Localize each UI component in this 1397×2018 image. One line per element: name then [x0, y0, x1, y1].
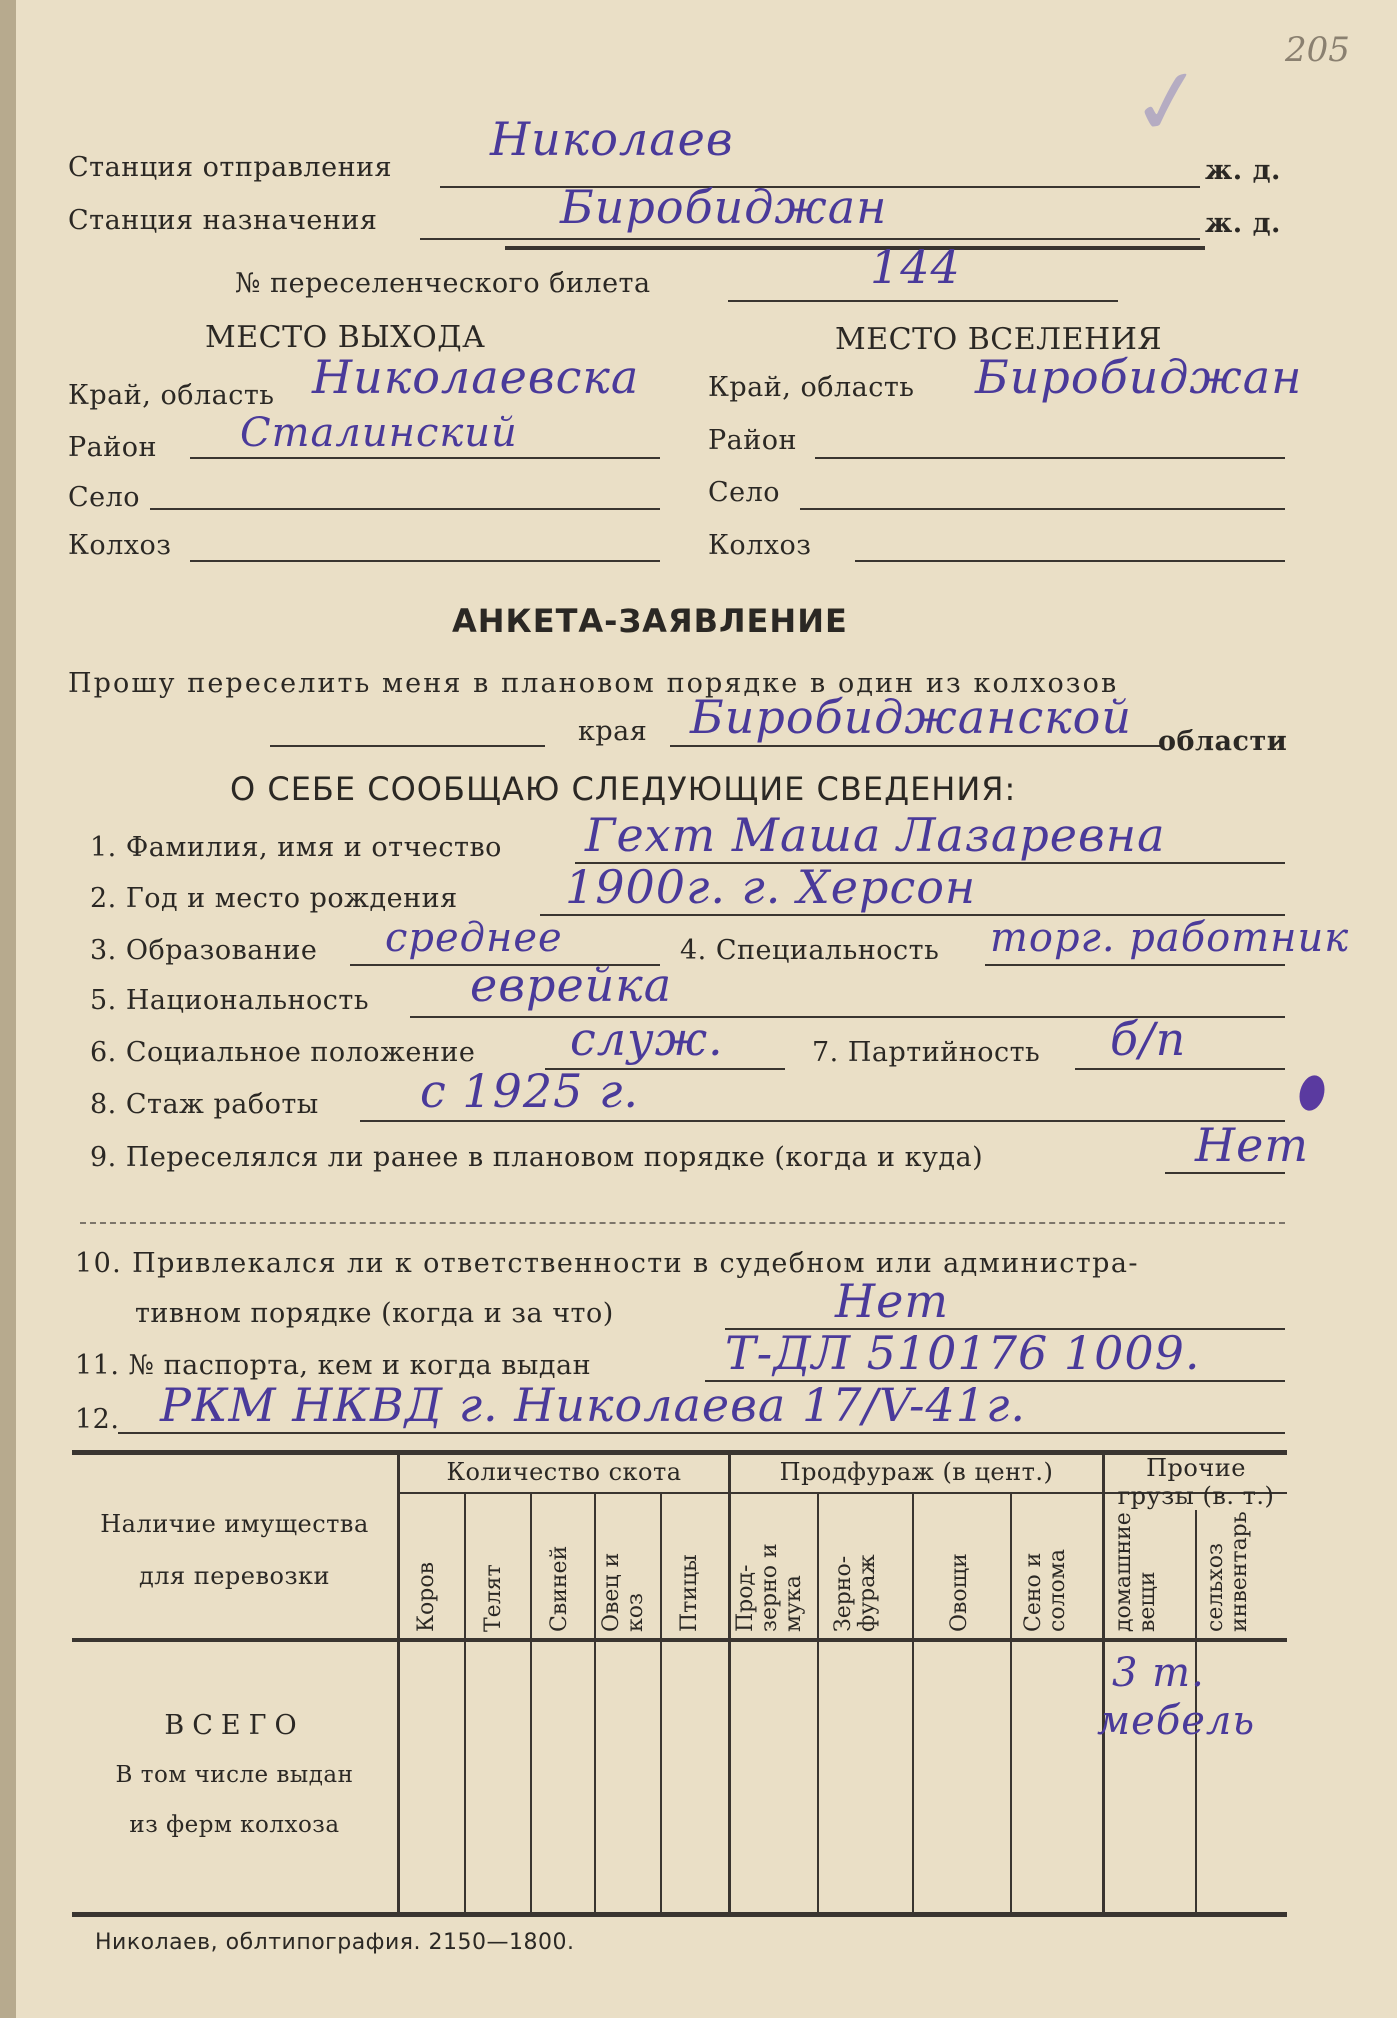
col-header-pigs: Свиней: [547, 1545, 572, 1632]
field-5-value: еврейка: [470, 958, 673, 1012]
binding-edge: [0, 0, 16, 2018]
ticket-label: № переселенческого билета: [235, 268, 651, 299]
origin-district-value: Сталинский: [240, 410, 518, 456]
rail-suffix-1: ж. д.: [1205, 155, 1281, 186]
property-table: [72, 1450, 1287, 1920]
krai-label: края: [578, 716, 648, 747]
field-7-line: [1075, 1068, 1285, 1070]
row-header-1: Наличие имущества: [100, 1510, 369, 1538]
field-4-label: 4. Специальность: [680, 935, 940, 966]
info-heading: О СЕБЕ СООБЩАЮ СЛЕДУЮЩИЕ СВЕДЕНИЯ:: [230, 770, 1017, 808]
rail-suffix-2: ж. д.: [1205, 208, 1281, 239]
field-10-value: Нет: [835, 1274, 949, 1328]
group-other-1: Прочие: [1146, 1454, 1246, 1482]
field-4-value: торг. работник: [990, 915, 1350, 961]
origin-title: МЕСТО ВЫХОДА: [205, 320, 486, 355]
field-9-value: Нет: [1195, 1118, 1309, 1172]
field-1-value: Гехт Маша Лазаревна: [585, 808, 1166, 862]
destination-region-value: Биробиджан: [975, 350, 1303, 404]
group-livestock: Количество скота: [446, 1458, 682, 1486]
field-12-label: 12.: [75, 1404, 120, 1435]
field-8-label: 8. Стаж работы: [90, 1089, 319, 1120]
field-5-label: 5. Национальность: [90, 985, 370, 1016]
row-header-2: для перевозки: [138, 1562, 331, 1590]
thick-rule: [505, 246, 1205, 250]
col-header-sheep-goats: Овец и коз: [599, 1552, 648, 1632]
subtotal-label-1: В том числе выдан: [115, 1762, 354, 1788]
col-divider-0: [397, 1450, 400, 1912]
field-6-label: 6. Социальное положение: [90, 1037, 476, 1068]
destination-kolkhoz-label: Колхоз: [708, 530, 812, 561]
destination-district-label: Район: [708, 425, 798, 456]
col-header-household: домашние вещи: [1111, 1512, 1160, 1632]
oblast-label: области: [1158, 726, 1288, 757]
archive-number: 205: [1285, 30, 1350, 70]
col-divider-6: [817, 1492, 819, 1912]
household-value-2: мебель: [1097, 1698, 1256, 1744]
field-10-label-1: 10. Привлекался ли к ответственности в судебном или администра-: [75, 1248, 1139, 1279]
origin-village-line: [150, 508, 660, 510]
application-title: АНКЕТА-ЗАЯВЛЕНИЕ: [452, 602, 848, 640]
origin-region-label: Край, область: [68, 380, 275, 411]
field-3-value: среднее: [385, 915, 563, 961]
ticket-line: [728, 300, 1118, 302]
field-7-label: 7. Партийность: [812, 1037, 1041, 1068]
col-divider-1: [464, 1492, 466, 1912]
oblast-line: [670, 745, 1160, 747]
destination-district-line: [815, 457, 1285, 459]
field-11-value: Т-ДЛ 510176 1009.: [725, 1326, 1201, 1380]
col-header-farm-tools: сельхоз инвентарь: [1203, 1511, 1252, 1632]
krai-line: [270, 745, 545, 747]
group-fodder: Продфураж (в цент.): [779, 1458, 1054, 1486]
col-header-cows: Коров: [414, 1562, 439, 1632]
destination-station-value: Биробиджан: [560, 180, 888, 234]
field-3-label: 3. Образование: [90, 935, 318, 966]
col-divider-9: [1102, 1450, 1105, 1912]
field-12-value: РКМ НКВД г. Николаева 17/V-41г.: [160, 1378, 1026, 1432]
printer-imprint: Николаев, облтипография. 2150—1800.: [95, 1930, 575, 1955]
col-header-poultry: Птицы: [677, 1554, 702, 1632]
subtotal-label-2: из ферм колхоза: [129, 1812, 340, 1838]
col-divider-3: [594, 1492, 596, 1912]
destination-village-label: Село: [708, 477, 781, 508]
destination-village-line: [800, 508, 1285, 510]
field-10-label-2: тивном порядке (когда и за что): [135, 1298, 614, 1329]
field-9-label: 9. Переселялся ли ранее в плановом порядке (когда и куда): [90, 1142, 984, 1173]
origin-kolkhoz-line: [190, 560, 660, 562]
group-other-2: грузы (в. т.): [1117, 1482, 1275, 1510]
total-label: ВСЕГО: [164, 1710, 305, 1741]
origin-district-line: [190, 457, 660, 459]
origin-district-label: Район: [68, 432, 158, 463]
departure-station-label: Станция отправления: [68, 152, 393, 183]
col-divider-8: [1010, 1492, 1012, 1912]
col-header-grain-fodder: Зерно-фураж: [831, 1554, 880, 1632]
col-header-hay-straw: Сено и солома: [1021, 1548, 1070, 1632]
field-4-line: [985, 964, 1285, 966]
ticket-value: 144: [870, 240, 961, 294]
field-2-value: 1900г. г. Херсон: [565, 860, 977, 914]
field-9-line: [1165, 1172, 1285, 1174]
field-7-value: б/п: [1110, 1012, 1187, 1066]
oblast-value: Биробиджанской: [690, 690, 1132, 744]
destination-kolkhoz-line: [855, 560, 1285, 562]
origin-region-value: Николаевска: [312, 350, 640, 404]
col-divider-4: [660, 1492, 662, 1912]
origin-kolkhoz-label: Колхоз: [68, 530, 172, 561]
field-6-value: служ.: [570, 1012, 724, 1066]
ink-blot: [1296, 1073, 1328, 1114]
destination-station-label: Станция назначения: [68, 205, 378, 236]
field-1-label: 1. Фамилия, имя и отчество: [90, 832, 502, 863]
col-header-grain-flour: Прод-зерно и мука: [733, 1543, 806, 1632]
departure-station-value: Николаев: [490, 112, 734, 166]
field-12-line: [118, 1432, 1285, 1434]
col-header-vegetables: Овощи: [947, 1553, 972, 1632]
household-value-1: 3 т.: [1112, 1650, 1205, 1696]
col-divider-2: [530, 1492, 532, 1912]
table-bottom-rule: [72, 1912, 1287, 1917]
field-8-value: с 1925 г.: [420, 1064, 639, 1118]
destination-title: МЕСТО ВСЕЛЕНИЯ: [835, 322, 1163, 357]
destination-region-label: Край, область: [708, 372, 915, 403]
stamp-mark: ✓: [1123, 45, 1213, 160]
col-divider-5: [728, 1450, 731, 1912]
field-11-label: 11. № паспорта, кем и когда выдан: [75, 1350, 592, 1381]
col-header-calves: Телят: [481, 1564, 506, 1632]
request-text: Прошу переселить меня в плановом порядке в один из колхозов: [68, 668, 1119, 699]
field-8-line: [360, 1120, 1285, 1122]
col-divider-7: [912, 1492, 914, 1912]
field-2-label: 2. Год и место рождения: [90, 883, 458, 914]
field-9-continuation-line: [80, 1222, 1285, 1224]
destination-station-line: [420, 238, 1200, 240]
origin-village-label: Село: [68, 482, 141, 513]
